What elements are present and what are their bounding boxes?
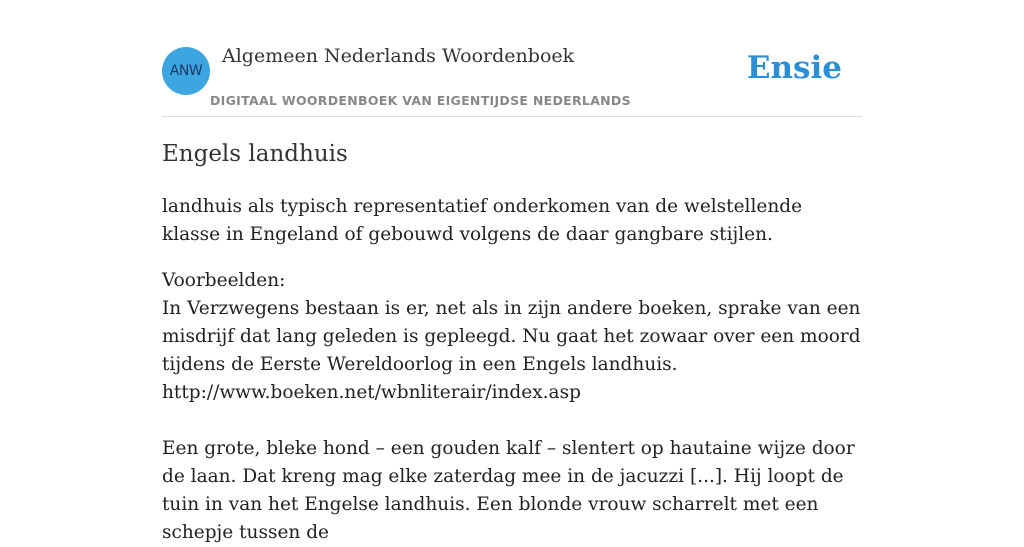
entry-term: Engels landhuis bbox=[162, 141, 348, 167]
anw-logo[interactable]: ANW bbox=[162, 47, 210, 95]
site-subtitle: DIGITAAL WOORDENBOEK VAN EIGENTIJDSE NEDERLANDS bbox=[210, 93, 631, 108]
examples-section bbox=[162, 267, 862, 547]
example-text: In Verzwegens bestaan is er, net als in zijn andere boeken, sprake van een misdrijf dat lang geleden is gepleegd. Nu gaat het zowaar over een moord tijdens de Eerste Wereldoorlog in een Engels landhuis. bbox=[162, 298, 861, 375]
example-text: Een grote, bleke hond – een gouden kalf – slentert op hautaine wijze door de laan. Dat kreng mag elke zaterdag mee in de jacuzzi [...]. Hij loopt de tuin in van het Engelse landhuis. Een blonde vrouw scharrelt met een schepje tussen de bbox=[162, 438, 855, 543]
example-spacer bbox=[162, 407, 862, 435]
entry-definition: landhuis als typisch representatief onderkomen van de welstellende klasse in Engeland of gebouwd volgens de daar gangbare stijlen. bbox=[162, 196, 803, 245]
site-title[interactable]: Algemeen Nederlands Woordenboek bbox=[222, 45, 575, 67]
site-header bbox=[162, 0, 862, 117]
examples-label: Voorbeelden: bbox=[162, 270, 286, 291]
example-source: http://www.boeken.net/wbnliterair/index.asp bbox=[162, 382, 581, 403]
page-container bbox=[162, 0, 862, 547]
ensie-brand-link[interactable]: Ensie bbox=[746, 50, 842, 86]
